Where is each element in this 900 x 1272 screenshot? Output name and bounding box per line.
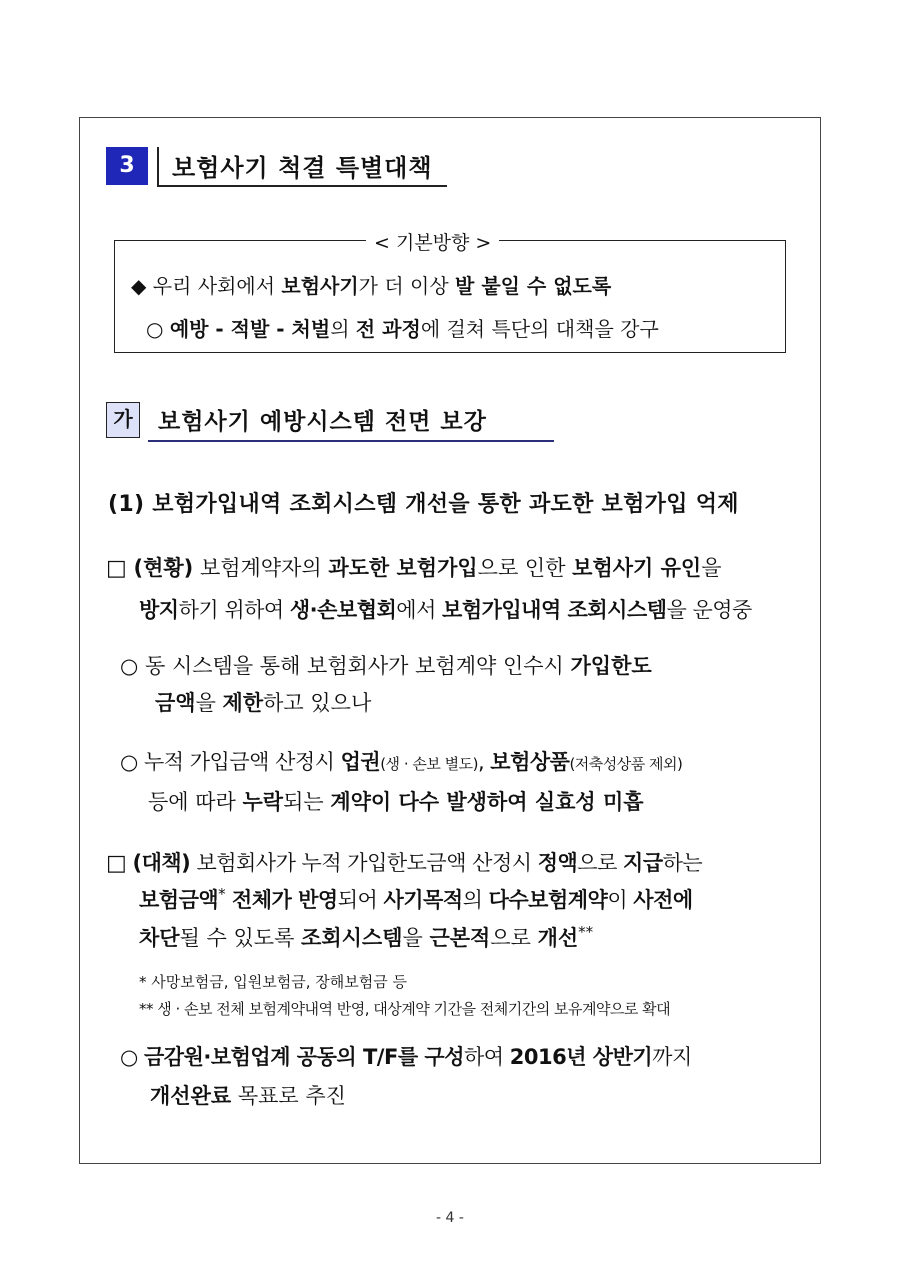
text-bold: 방지 [139, 598, 179, 622]
text: 이 [607, 888, 634, 912]
text: 의 [462, 888, 489, 912]
current-sub2-line-1 [120, 746, 682, 776]
text: 우리 사회에서 [152, 274, 282, 298]
text: 의 [330, 317, 356, 341]
text-small: (생 · 손보 별도) [380, 755, 478, 773]
current-sub1-line-2 [155, 687, 371, 717]
text: 으로 인한 [477, 556, 573, 580]
diamond-bullet-icon: ◆ [131, 274, 147, 298]
text-bold: 예방 - 적발 - 처벌 [169, 317, 331, 341]
text-bold: 사기목적 [383, 888, 463, 912]
item-heading-1: (1) 보험가입내역 조회시스템 개선을 통한 과도한 보험가입 억제 [108, 492, 739, 517]
text-bold: 전체가 반영 [225, 888, 338, 912]
measure-sub1-line-2 [150, 1080, 346, 1110]
text-bold: 계약이 다수 발생하여 실효성 미흡 [330, 790, 644, 814]
text: 하고 있으나 [263, 691, 372, 715]
text: 으로 [577, 851, 624, 875]
text: 까지 [652, 1045, 692, 1069]
measure-line-2 [139, 884, 693, 914]
text-bold: 개선완료 [150, 1084, 232, 1108]
text-bold: 근본적 [429, 926, 491, 950]
footnote-1: * 사망보험금, 입원보험금, 장해보험금 등 [139, 973, 407, 991]
text-bold: 차단 [139, 926, 180, 950]
text-bold: 개선 [537, 926, 579, 950]
direction-line-2 [146, 313, 659, 342]
text-bold: 가입한도 [570, 654, 652, 678]
text-bold: 보험금액 [139, 888, 219, 912]
text-small: (저축성상품 제외) [569, 755, 683, 773]
text: 등에 따라 [148, 790, 243, 814]
text: 누적 가입금액 산정시 [144, 750, 341, 774]
footnote-mark: ** [578, 923, 594, 941]
text: 보험회사가 누적 가입한도금액 산정시 [190, 851, 538, 875]
text: 에서 [396, 598, 443, 622]
text: 목표로 추진 [231, 1084, 346, 1108]
subsection-underline [148, 440, 554, 442]
square-bullet-icon: □ [106, 556, 127, 581]
current-line-2 [139, 594, 752, 624]
text: 되는 [283, 790, 331, 814]
section-title-divider [157, 147, 159, 185]
text-bold: (대책) [132, 851, 191, 875]
text: 을 [701, 556, 722, 580]
circle-bullet-icon: ○ [120, 750, 138, 774]
current-line-1 [106, 552, 721, 582]
measure-line-3 [139, 922, 593, 952]
circle-bullet-icon: ○ [120, 1045, 138, 1069]
text-bold: 2016년 상반기 [509, 1045, 653, 1069]
footnote-2: ** 생 · 손보 전체 보험계약내역 반영, 대상계약 기간을 전체기간의 보유계약으로 확대 [139, 1000, 671, 1018]
text: 하기 위하여 [178, 598, 290, 622]
text-bold: 보험사기 [281, 274, 359, 298]
text-bold: 사전에 [633, 888, 693, 912]
text: 되어 [337, 888, 384, 912]
measure-sub1-line-1 [120, 1041, 692, 1071]
text-bold: 금감원·보험업계 공동의 T/F [144, 1045, 398, 1069]
square-bullet-icon: □ [106, 851, 127, 876]
direction-line-1 [131, 270, 611, 299]
text: , [477, 750, 491, 774]
text-bold: 지급 [623, 851, 663, 875]
text-bold: 전 과정 [355, 317, 421, 341]
text: 동 시스템을 통해 보험회사가 보험계약 인수시 [145, 654, 571, 678]
text: 하여 [464, 1045, 510, 1069]
text-bold: 업권 [340, 750, 381, 774]
text: 을 [402, 926, 430, 950]
text-bold: 생·손보협회 [289, 598, 397, 622]
footnote-mark: * [218, 885, 226, 903]
text-bold: 누락 [242, 790, 284, 814]
subsection-title: 보험사기 예방시스템 전면 보강 [158, 409, 487, 435]
text-bold: 발 붙일 수 없도록 [455, 274, 612, 298]
text-bold: 다수보험계약 [488, 888, 608, 912]
text-bold: 정액 [537, 851, 578, 875]
text-bold: 금액 [155, 691, 196, 715]
text: 으로 [490, 926, 538, 950]
text-bold: 제한 [222, 691, 264, 715]
current-sub2-line-2 [148, 786, 644, 816]
circle-bullet-icon: ○ [120, 654, 139, 678]
section-title-underline [157, 185, 447, 187]
text-bold: 조회시스템 [301, 926, 403, 950]
text-bold: 보험가입내역 조회시스템 [442, 598, 667, 622]
text: 하는 [662, 851, 703, 875]
measure-line-1 [106, 847, 702, 877]
page-number: - 4 - [436, 1210, 464, 1226]
section-title: 보험사기 척결 특별대책 [172, 154, 433, 182]
text-bold: 를 구성 [397, 1045, 464, 1069]
text-bold: 과도한 보험가입 [328, 556, 478, 580]
text: 에 걸쳐 특단의 대책을 강구 [420, 317, 659, 341]
basic-direction-title: < 기본방향 > [366, 228, 499, 255]
text-bold: 보험상품 [490, 750, 570, 774]
text: 보험계약자의 [193, 556, 329, 580]
text-bold: 보험사기 유인 [572, 556, 702, 580]
section-number-badge: 3 [106, 147, 148, 185]
text: 을 [195, 691, 223, 715]
circle-bullet-icon: ○ [146, 317, 164, 341]
current-sub1-line-1 [120, 650, 652, 680]
text: 가 더 이상 [358, 274, 456, 298]
subsection-marker: 가 [106, 402, 140, 438]
text: 될 수 있도록 [179, 926, 302, 950]
text: 을 운영중 [666, 598, 752, 622]
text-bold: (현황) [133, 556, 194, 580]
